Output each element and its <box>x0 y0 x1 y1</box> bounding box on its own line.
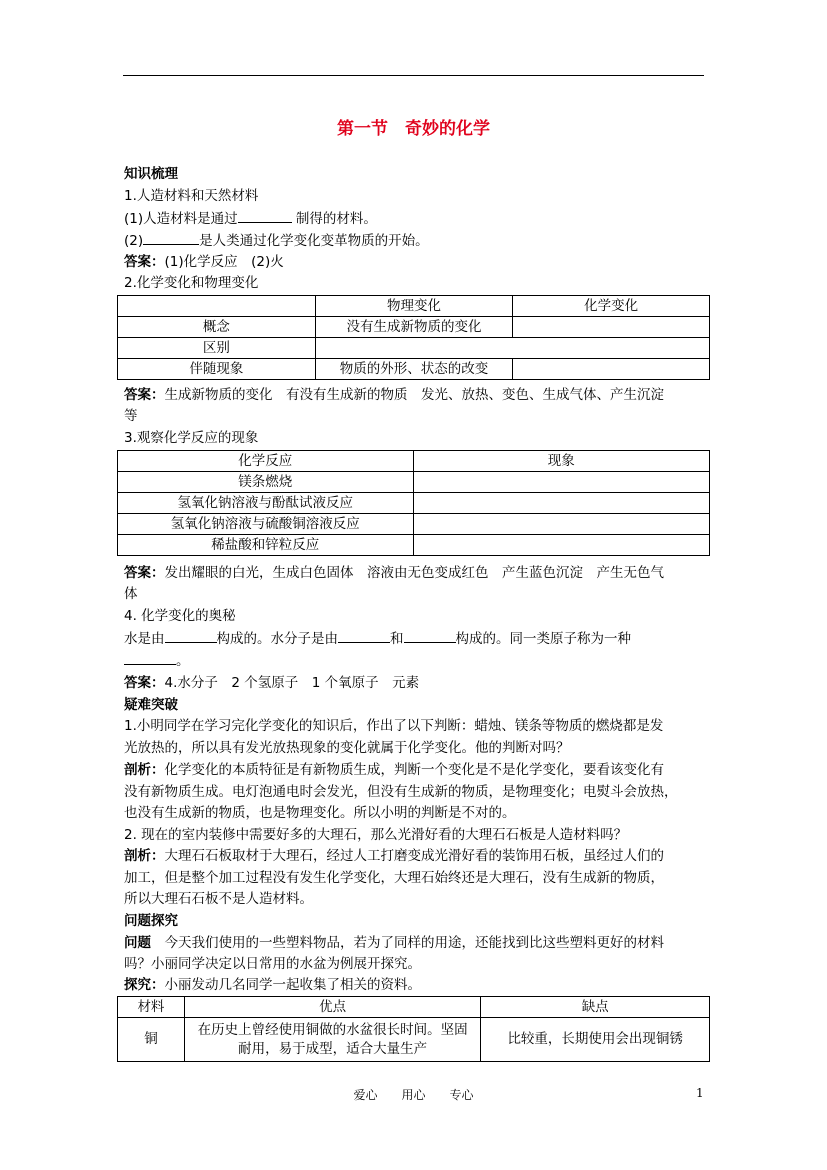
page-number: 1 <box>696 1086 704 1100</box>
reaction-table <box>117 450 710 556</box>
table-header-cell: 现象 <box>413 451 710 472</box>
table-cell: 概念 <box>118 317 316 338</box>
table-cell <box>413 472 710 493</box>
answer-3: 答案：发出耀眼的白光，生成白色固体 溶液由无色变成红色 产生蓝色沉淀 产生无色气 <box>124 565 664 581</box>
table-header-cell <box>118 296 316 317</box>
q4-body: 水是由 构成的。水分子是由 和 构成的。同一类原子称为一种 <box>124 628 631 649</box>
d-q2: 2. 现在的室内装修中需要好多的大理石，那么光滑好看的大理石石板是人造材料吗？ <box>124 827 628 843</box>
table-header-cell: 材料 <box>118 997 185 1018</box>
table-cell <box>513 359 710 380</box>
fill-blank <box>165 628 217 643</box>
q1-title: 1.人造材料和天然材料 <box>124 188 259 204</box>
material-table <box>117 996 710 1062</box>
table-cell: 氢氧化钠溶液与酚酞试液反应 <box>118 493 414 514</box>
answer-1: 答案：(1)化学反应 (2)火 <box>124 254 284 270</box>
q2-title: 2.化学变化和物理变化 <box>124 275 259 291</box>
fill-blank <box>238 208 292 223</box>
table-cell <box>513 317 710 338</box>
d-q1-cont: 光放热的，所以具有发光放热现象的变化就属于化学变化。他的判断对吗？ <box>124 740 570 756</box>
answer-3-cont: 体 <box>124 586 138 602</box>
table-header-cell: 优点 <box>184 997 480 1018</box>
q4-body-cont: 。 <box>124 650 190 671</box>
table-header-cell: 缺点 <box>481 997 710 1018</box>
table-cell: 铜 <box>118 1018 185 1062</box>
section-heading-knowledge: 知识梳理 <box>124 166 178 182</box>
d-a1: 剖析：化学变化的本质特征是有新物质生成，判断一个变化是不是化学变化，要看该变化有 <box>124 762 664 778</box>
table-cell: 区别 <box>118 338 316 359</box>
table-header-cell: 化学反应 <box>118 451 414 472</box>
section-heading-difficulty: 疑难突破 <box>124 697 178 713</box>
d-a1-cont: 也没有生成新的物质，也是物理变化。所以小明的判断是不对的。 <box>124 805 516 821</box>
table-cell <box>413 514 710 535</box>
d-a2-cont: 所以大理石石板不是人造材料。 <box>124 891 313 907</box>
q4-title: 4. 化学变化的奥秘 <box>124 608 236 624</box>
fill-blank <box>338 628 390 643</box>
fill-blank <box>124 650 176 665</box>
change-table <box>117 295 710 380</box>
d-q1: 1.小明同学在学习完化学变化的知识后，作出了以下判断：蜡烛、镁条等物质的燃烧都是发 <box>124 718 664 734</box>
table-cell <box>315 338 709 359</box>
table-cell: 在历史上曾经使用铜做的水盆很长时间。坚固 耐用，易于成型，适合大量生产 <box>184 1018 480 1062</box>
table-cell <box>413 493 710 514</box>
d-a2-cont: 加工，但是整个加工过程没有发生化学变化，大理石始终还是大理石，没有生成新的物质， <box>124 870 664 886</box>
table-header-cell: 化学变化 <box>513 296 710 317</box>
footer-motto: 爱心 用心 专心 <box>353 1088 474 1102</box>
table-cell: 镁条燃烧 <box>118 472 414 493</box>
d-a1-cont: 没有新物质生成。电灯泡通电时会发光，但没有生成新的物质，是物理变化；电熨斗会放热， <box>124 784 678 800</box>
page-title: 第一节 奇妙的化学 <box>337 119 490 139</box>
section-heading-inquiry: 问题探究 <box>124 913 178 929</box>
table-cell: 稀盐酸和锌粒反应 <box>118 535 414 556</box>
fill-blank <box>143 230 199 245</box>
header-rule <box>123 75 704 76</box>
table-cell <box>413 535 710 556</box>
table-cell: 比较重，长期使用会出现铜锈 <box>481 1018 710 1062</box>
fill-blank <box>404 628 456 643</box>
answer-4: 答案：4.水分子 2 个氢原子 1 个氧原子 元素 <box>124 675 420 691</box>
inquiry-explore: 探究：小丽发动几名同学一起收集了相关的资料。 <box>124 977 421 993</box>
table-cell: 伴随现象 <box>118 359 316 380</box>
table-cell: 氢氧化钠溶液与硫酸铜溶液反应 <box>118 514 414 535</box>
inquiry-problem-cont: 吗？小丽同学决定以日常用的水盆为例展开探究。 <box>124 956 421 972</box>
table-header-cell: 物理变化 <box>315 296 513 317</box>
table-cell: 物质的外形、状态的改变 <box>315 359 513 380</box>
inquiry-problem: 问题 今天我们使用的一些塑料物品，若为了同样的用途，还能找到比这些塑料更好的材料 <box>124 935 664 951</box>
d-a2: 剖析：大理石石板取材于大理石，经过人工打磨变成光滑好看的装饰用石板，虽经过人们的 <box>124 848 664 864</box>
answer-2-cont: 等 <box>124 408 138 424</box>
q1-a: (1)人造材料是通过 制得的材料。 <box>124 208 377 229</box>
q3-title: 3.观察化学反应的现象 <box>124 430 259 446</box>
answer-2: 答案：生成新物质的变化 有没有生成新的物质 发光、放热、变色、生成气体、产生沉淀 <box>124 387 664 403</box>
table-cell: 没有生成新物质的变化 <box>315 317 513 338</box>
q1-b: (2) 是人类通过化学变化变革物质的开始。 <box>124 230 429 251</box>
